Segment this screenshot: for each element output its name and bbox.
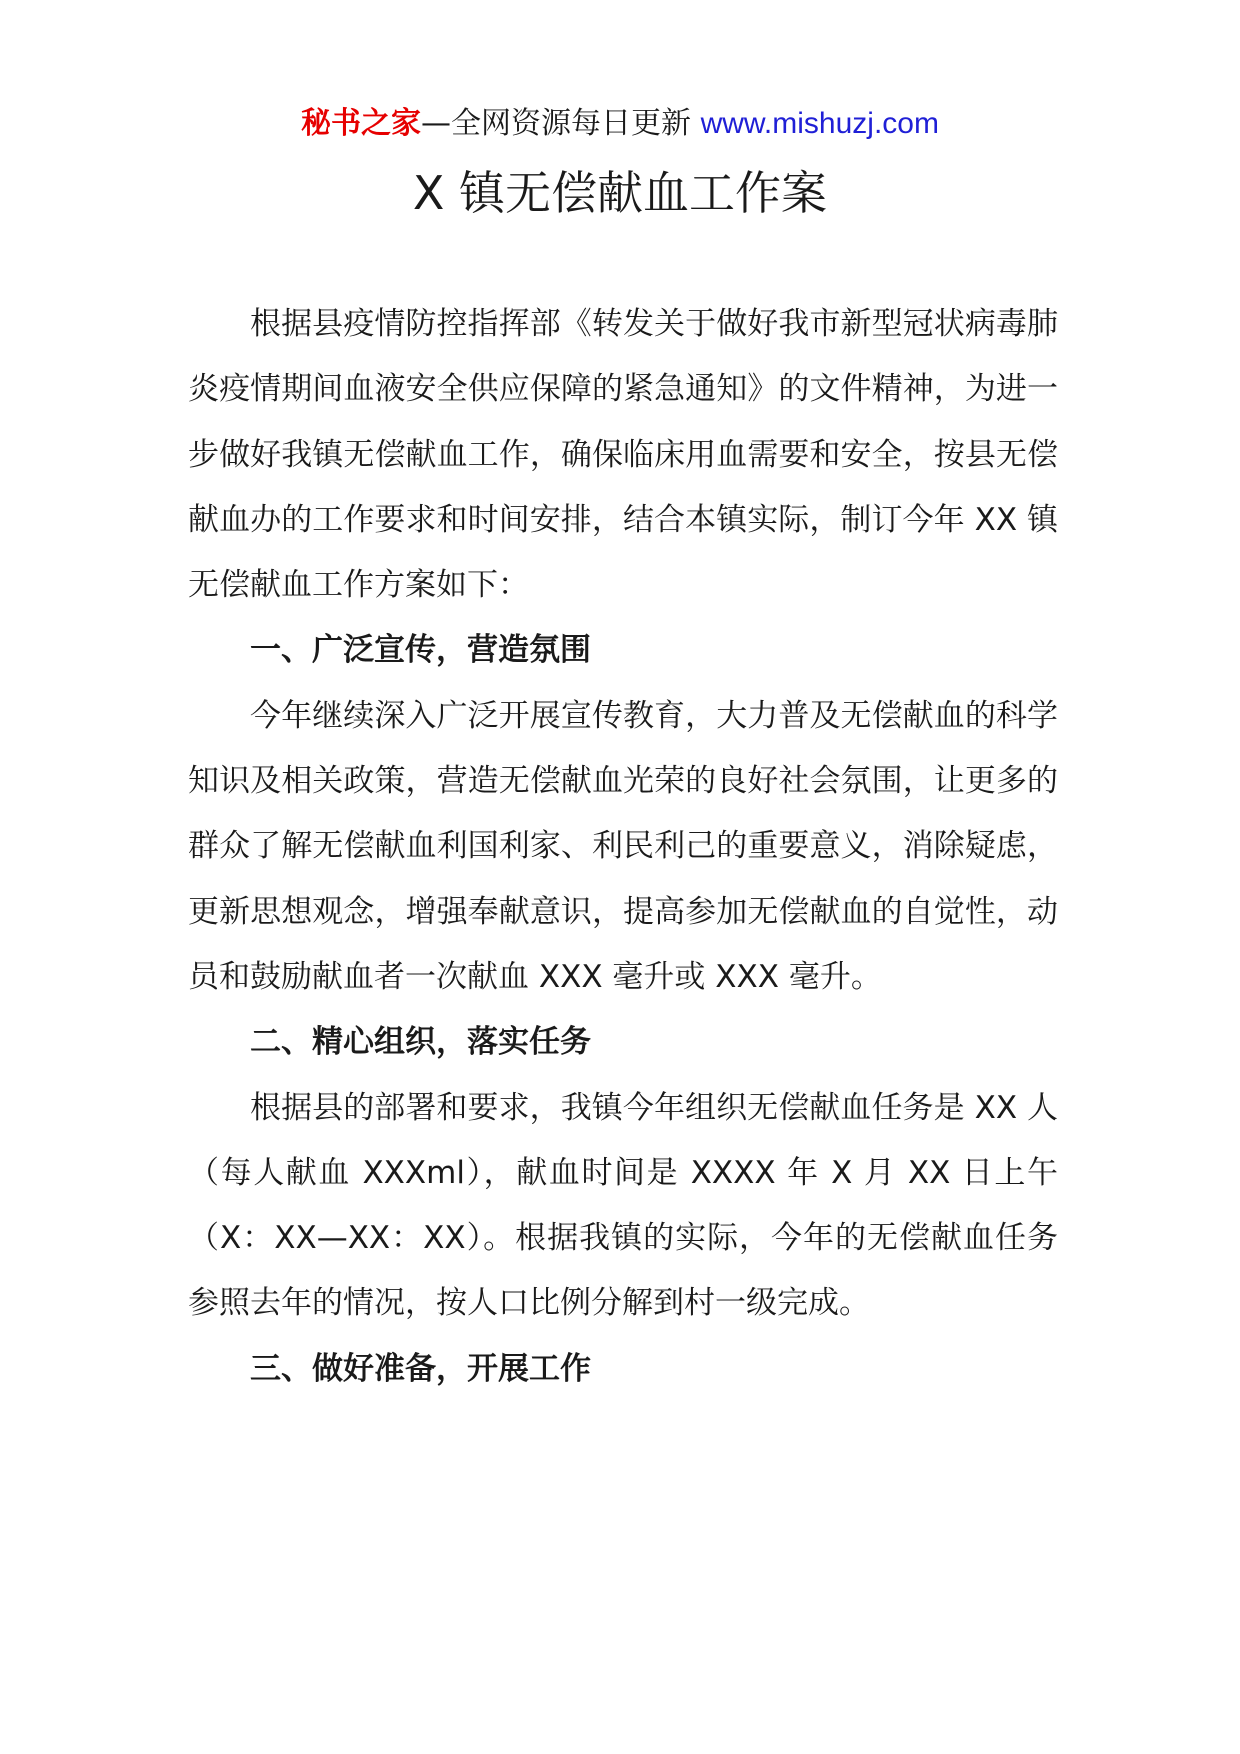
intro-paragraph: 根据县疫情防控指挥部《转发关于做好我市新型冠状病毒肺炎疫情期间血液安全供应保障的紧急通知》的文件精神，为进一步做好我镇无偿献血工作，确保临床用血需要和安全，按县无偿献血办的工作要求和时间安排，结合本镇实际，制订今年 XX 镇无偿献血工作方案如下： <box>188 306 1058 604</box>
site-banner <box>0 102 1240 146</box>
section-paragraph: 今年继续深入广泛开展宣传教育，大力普及无偿献血的科学知识及相关政策，营造无偿献血光荣的良好社会氛围，让更多的群众了解无偿献血利国利家、利民利己的重要意义，消除疑虑，更新思想观念，增强奉献意识，提高参加无偿献血的自觉性，动员和鼓励献血者一次献血 XXX 毫升或 XXX 毫升。 <box>188 697 1058 995</box>
section-heading: 三、做好准备，开展工作 <box>250 1350 591 1387</box>
section-heading: 一、广泛宣传，营造氛围 <box>250 632 591 669</box>
banner-tagline: —全网资源每日更新 <box>421 106 692 141</box>
site-url[interactable]: www.mishuzj.com <box>700 107 939 140</box>
section-paragraph: 根据县的部署和要求，我镇今年组织无偿献血任务是 XX 人（每人献血 XXXml），献血时间是 XXXX 年 X 月 XX 日上午（X：XX—XX：XX）。根据我镇的实际，今年的无偿献血任务参照去年的情况，按人口比例分解到村一级完成。 <box>188 1089 1058 1322</box>
document-body <box>188 292 1058 1402</box>
document-title: X 镇无偿献血工作案 <box>412 166 828 220</box>
section-heading: 二、精心组织，落实任务 <box>250 1024 591 1061</box>
brand-name: 秘书之家 <box>301 106 422 141</box>
